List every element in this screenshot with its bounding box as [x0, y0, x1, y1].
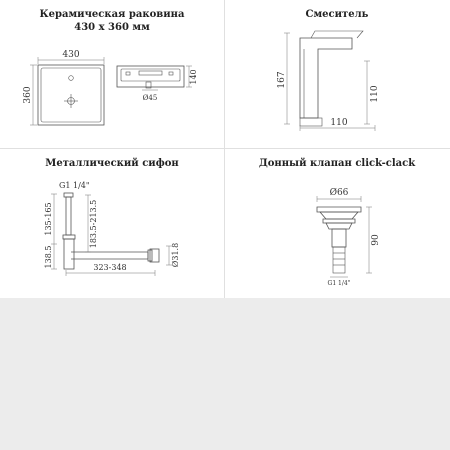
siphon-mid-label: 183.5-213.5 [89, 199, 98, 249]
siphon-thread-label: G1 1/4" [59, 181, 90, 190]
valve-diameter-label: Ø66 [329, 188, 349, 198]
basin-height-label: 360 [23, 86, 33, 104]
valve-height-label: 90 [371, 234, 381, 246]
basin-title: Керамическая раковина [39, 9, 185, 20]
siphon-pipe-label: Ø31.8 [171, 242, 180, 268]
basin-depth-label: 140 [189, 69, 198, 85]
mixer-reach-label: 110 [330, 118, 348, 128]
basin-panel [0, 0, 224, 148]
basin-width-label: 430 [62, 50, 80, 60]
mixer-height-label: 167 [277, 71, 287, 89]
valve-thread-label: G1 1/4" [327, 280, 351, 287]
siphon-panel [0, 149, 224, 297]
mixer-title: Смеситель [305, 9, 369, 20]
mixer-panel [225, 0, 449, 148]
siphon-lower-label: 138.5 [44, 245, 53, 269]
basin-drain-label: Ø45 [142, 94, 158, 102]
mixer-spout-height-label: 110 [370, 85, 380, 103]
valve-drawing [225, 149, 449, 297]
basin-subtitle: 430 x 360 мм [74, 22, 150, 33]
valve-panel [225, 149, 449, 297]
siphon-upper-label: 135-165 [44, 202, 53, 236]
mixer-drawing [225, 0, 449, 148]
siphon-length-label: 323-348 [93, 263, 127, 272]
valve-title: Донный клапан click-clack [258, 158, 416, 169]
basin-drawing [0, 0, 224, 148]
siphon-drawing [0, 149, 224, 297]
siphon-title: Металлический сифон [45, 158, 179, 169]
